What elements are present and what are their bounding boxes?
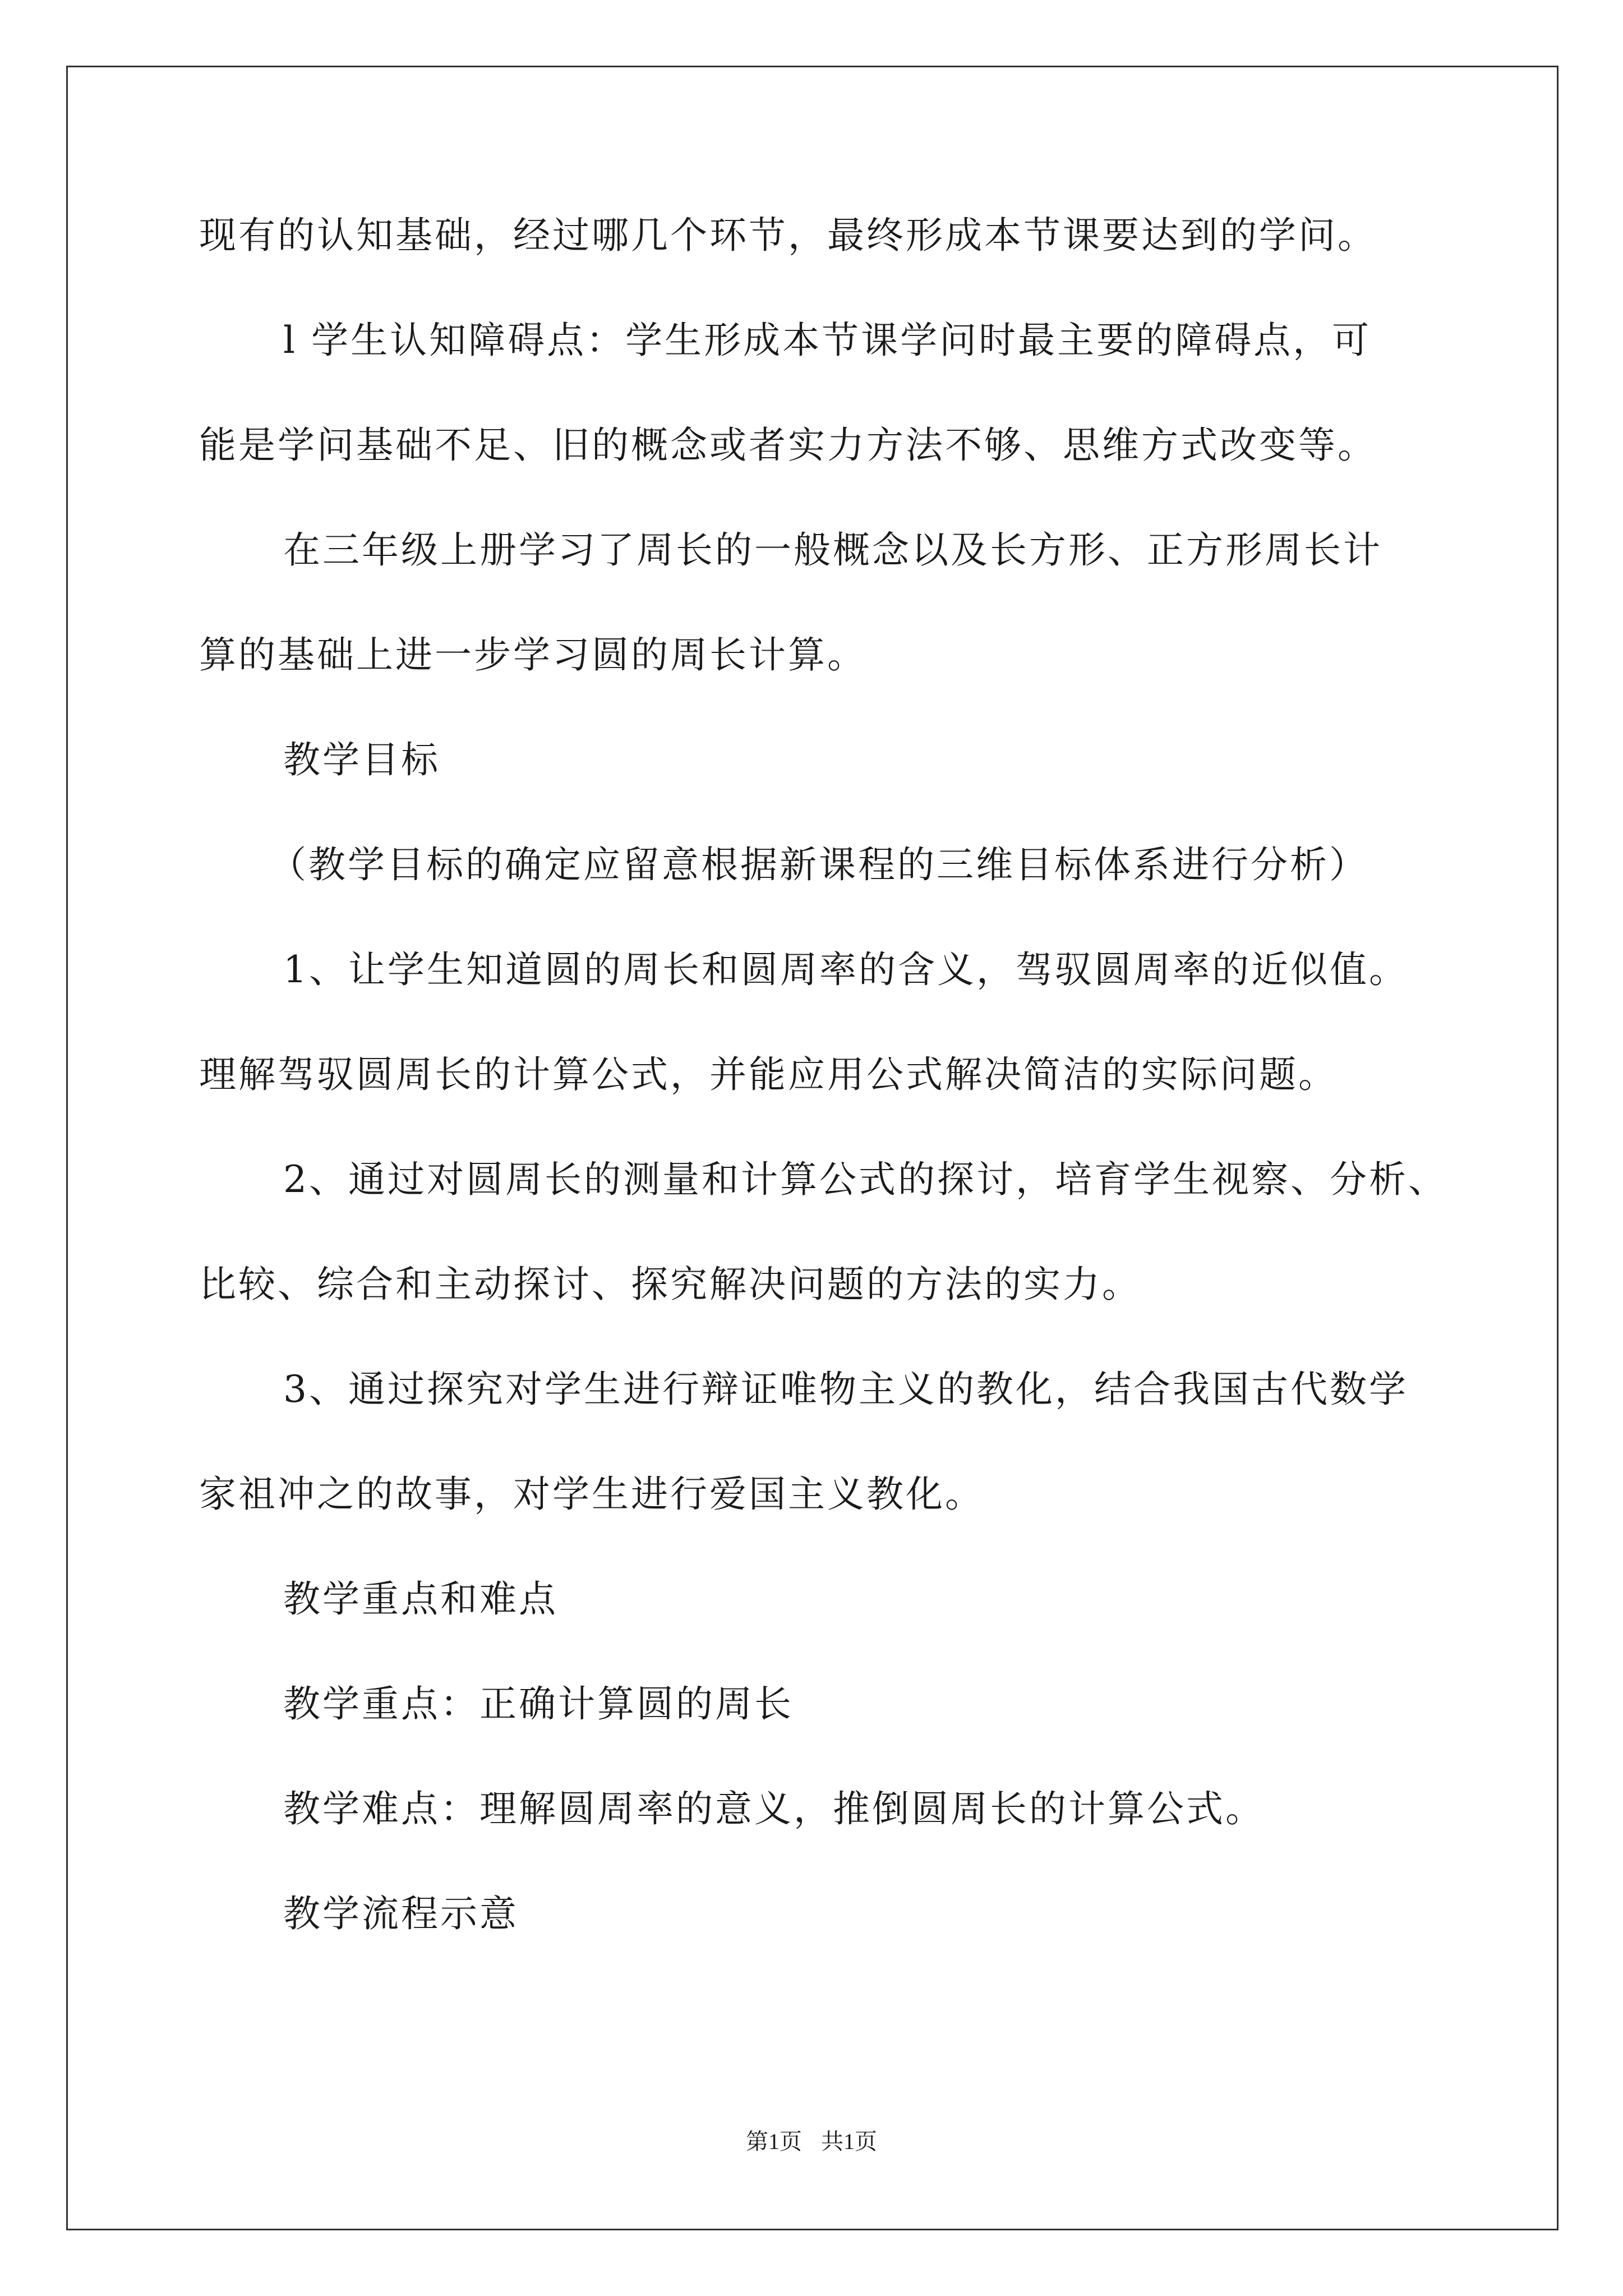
section-heading: 教学流程示意 (283, 1892, 519, 1935)
paragraph-line: 比较、综合和主动探讨、探究解决问题的方法的实力。 (199, 1263, 1141, 1306)
paragraph-line: 家祖冲之的故事，对学生进行爱国主义教化。 (199, 1473, 984, 1516)
paragraph-line: 能是学问基础不足、旧的概念或者实力方法不够、思维方式改变等。 (199, 424, 1377, 467)
section-heading: 教学重点和难点 (283, 1577, 558, 1621)
paragraph-line: 教学难点：理解圆周率的意义，推倒圆周长的计算公式。 (283, 1787, 1265, 1830)
paragraph-line: 1、让学生知道圆的周长和圆周率的含义，驾驭圆周率的近似值。 (283, 948, 1408, 991)
paragraph-line: 算的基础上进一步学习圆的周长计算。 (199, 633, 866, 677)
paragraph-line: 教学重点：正确计算圆的周长 (283, 1682, 794, 1726)
paragraph-line: 3、通过探究对学生进行辩证唯物主义的教化，结合我国古代数学 (283, 1368, 1408, 1411)
paragraph-line: 理解驾驭圆周长的计算公式，并能应用公式解决简洁的实际问题。 (199, 1053, 1338, 1096)
paragraph-line: l 学生认知障碍点：学生形成本节课学问时最主要的障碍点，可 (283, 319, 1372, 362)
page-number: 第1页 (746, 2129, 802, 2154)
paragraph-line: 2、通过对圆周长的测量和计算公式的探讨，培育学生视察、分析、 (283, 1158, 1447, 1201)
page-total: 共1页 (821, 2129, 877, 2154)
section-heading: 教学目标 (283, 738, 440, 781)
paragraph-line: （教学目标的确定应留意根据新课程的三维目标体系进行分析） (269, 843, 1368, 886)
page-footer (0, 2126, 1623, 2157)
paragraph-line: 现有的认知基础，经过哪几个环节，最终形成本节课要达到的学问。 (199, 214, 1377, 257)
paragraph-line: 在三年级上册学习了周长的一般概念以及长方形、正方形周长计 (283, 528, 1382, 572)
